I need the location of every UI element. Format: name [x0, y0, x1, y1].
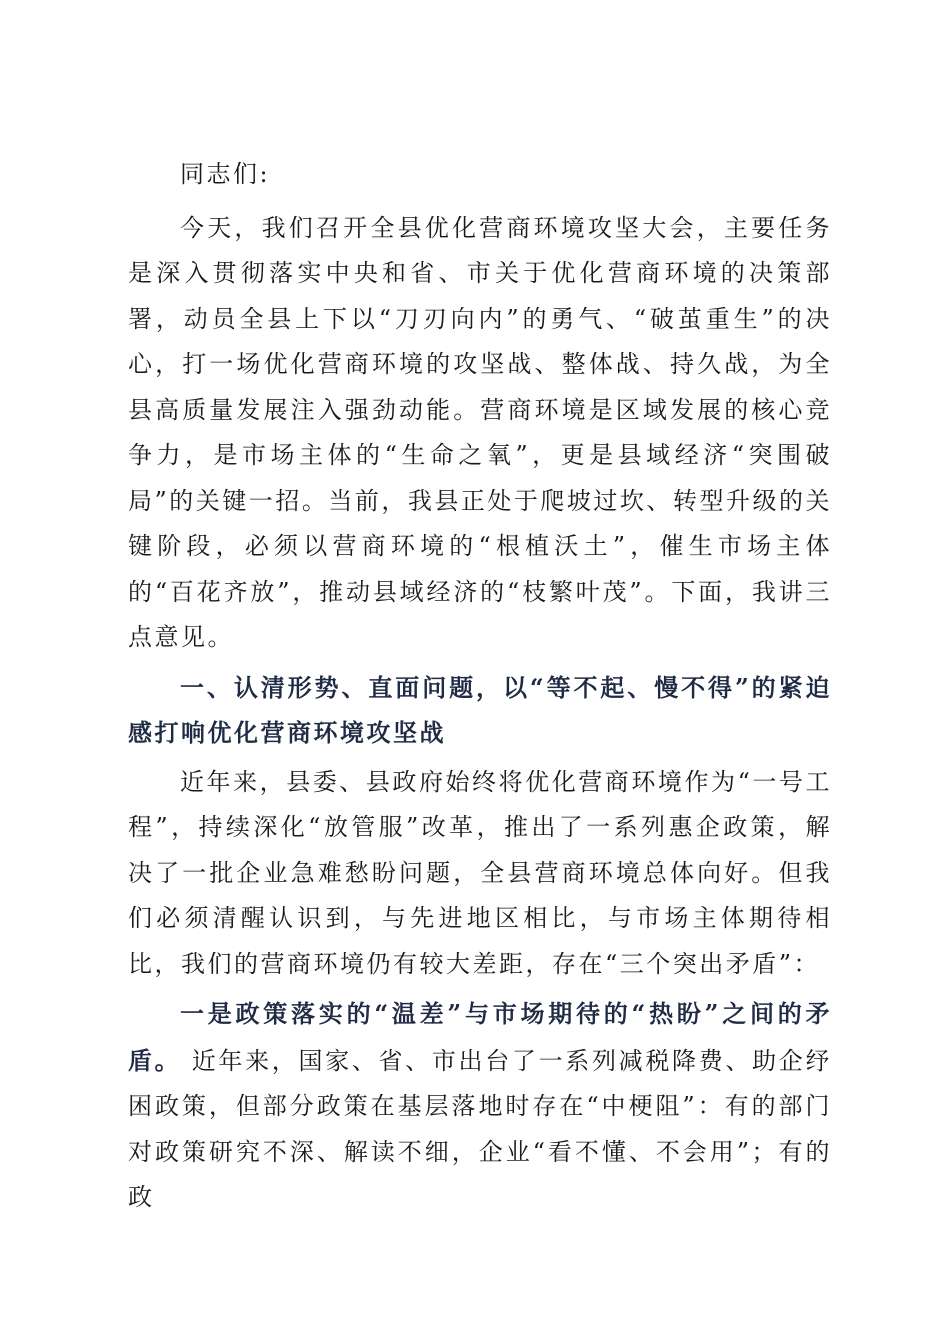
point-1-lead: 一是政策落实的“温差”与市场期待的“热盼”之间的矛盾。 [128, 999, 832, 1075]
intro-paragraph: 今天，我们召开全县优化营商环境攻坚大会，主要任务是深入贯彻落实中央和省、市关于优化营商环境的决策部署，动员全县上下以“刀刃向内”的勇气、“破茧重生”的决心，打一场优化营商环境的攻坚战、整体战、持久战，为全县高质量发展注入强劲动能。营商环境是区域发展的核心竞争力，是市场主体的“生命之氧”，更是县域经济“突围破局”的关键一招。当前，我县正处于爬坡过坎、转型升级的关键阶段，必须以营商环境的“根植沃土”，催生市场主体的“百花齐放”，推动县域经济的“枝繁叶茂”。下面，我讲三点意见。 [128, 213, 832, 651]
point-1-body: 近年来，国家、省、市出台了一系列减税降费、助企纾困政策，但部分政策在基层落地时存在“中梗阻”：有的部门对政策研究不深、解读不细，企业“看不懂、不会用”；有的政 [128, 1046, 832, 1211]
section-1-heading: 一、认清形势、直面问题，以“等不起、慢不得”的紧迫感打响优化营商环境攻坚战 [128, 672, 832, 747]
section-1-paragraph: 近年来，县委、县政府始终将优化营商环境作为“一号工程”，持续深化“放管服”改革，推出了一系列惠企政策，解决了一批企业急难愁盼问题，全县营商环境总体向好。但我们必须清醒认识到，与先进地区相比，与市场主体期待相比，我们的营商环境仍有较大差距，存在“三个突出矛盾”： [128, 767, 832, 978]
salutation: 同志们: [180, 160, 271, 188]
point-1-paragraph [128, 991, 832, 1221]
document-body [128, 152, 832, 1221]
